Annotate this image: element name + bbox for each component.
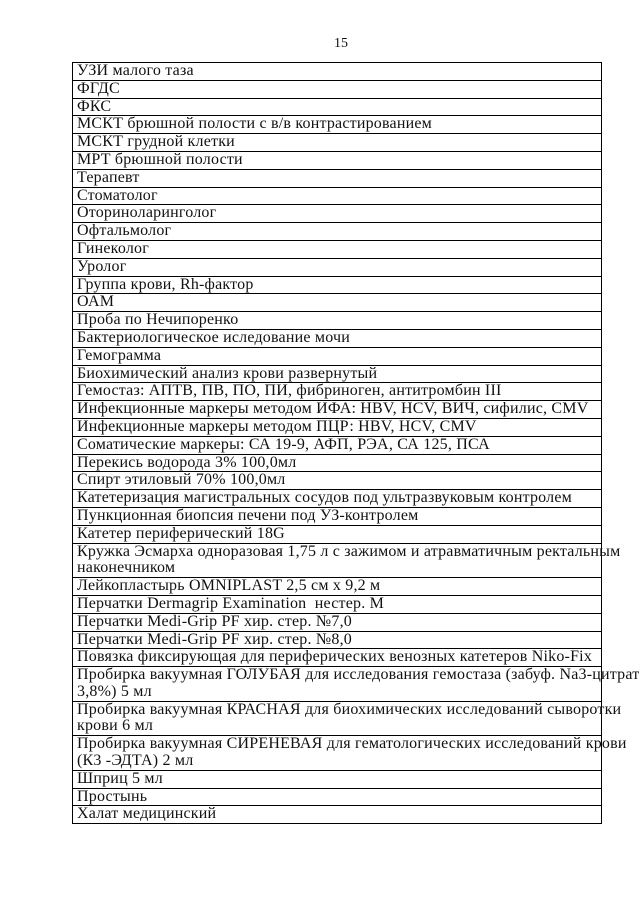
table-cell: Повязка фиксирующая для периферических венозных катетеров Niko-Fix <box>73 649 602 667</box>
table-row <box>73 401 602 419</box>
table-cell: Терапевт <box>73 169 602 187</box>
table-row <box>73 276 602 294</box>
table-row <box>73 116 602 134</box>
table-cell: ФКС <box>73 98 602 116</box>
table-cell: Пробирка вакуумная СИРЕНЕВАЯ для гематологических исследований крови (К3 -ЭДТА) 2 мл <box>73 736 602 771</box>
table-cell: Перекись водорода 3% 100,0мл <box>73 454 602 472</box>
table-row <box>73 240 602 258</box>
table-cell: Гемостаз: АПТВ, ПВ, ПО, ПИ, фибриноген, антитромбин III <box>73 383 602 401</box>
table-row <box>73 80 602 98</box>
table-row <box>73 223 602 241</box>
table-row <box>73 436 602 454</box>
table-row <box>73 649 602 667</box>
table-row <box>73 578 602 596</box>
table-cell: Кружка Эсмарха одноразовая 1,75 л с зажимом и атравматичным ректальным наконечником <box>73 543 602 578</box>
table-row <box>73 454 602 472</box>
table-row <box>73 631 602 649</box>
table-cell: Спирт этиловый 70% 100,0мл <box>73 472 602 490</box>
table-row <box>73 507 602 525</box>
table-cell: Уролог <box>73 258 602 276</box>
table-row <box>73 418 602 436</box>
table-cell: Инфекционные маркеры методом ИФА: HBV, HCV, ВИЧ, сифилис, CMV <box>73 401 602 419</box>
table-row <box>73 788 602 806</box>
table-row <box>73 169 602 187</box>
table-cell: Гинеколог <box>73 240 602 258</box>
table-cell: Перчатки Dermagrip Examination нестер. M <box>73 595 602 613</box>
table-cell: Инфекционные маркеры методом ПЦР: HBV, HCV, CMV <box>73 418 602 436</box>
table-cell: Лейкопластырь OMNIPLAST 2,5 см х 9,2 м <box>73 578 602 596</box>
table-cell: Пробирка вакуумная КРАСНАЯ для биохимических исследований сыворотки крови 6 мл <box>73 701 602 736</box>
table-cell: Пробирка вакуумная ГОЛУБАЯ для исследования гемостаза (забуф. Na3-цитрат 3,8%) 5 мл <box>73 667 602 702</box>
table-row <box>73 543 602 578</box>
table-cell: МРТ брюшной полости <box>73 151 602 169</box>
page-number: 15 <box>334 36 348 51</box>
table-cell: МСКТ грудной клетки <box>73 134 602 152</box>
table-row <box>73 312 602 330</box>
table-row <box>73 383 602 401</box>
table-row <box>73 134 602 152</box>
table-cell: Простынь <box>73 788 602 806</box>
table-row <box>73 667 602 702</box>
items-table-body <box>73 62 640 824</box>
table-row <box>73 151 602 169</box>
table-row <box>73 490 602 508</box>
table-cell: Группа крови, Rh-фактор <box>73 276 602 294</box>
table-cell: Халат медицинский <box>73 806 602 824</box>
table-cell: Катетер периферический 18G <box>73 525 602 543</box>
table-row <box>73 258 602 276</box>
table-cell: УЗИ малого таза <box>73 63 602 81</box>
table-cell: Перчатки Medi-Grip PF хир. стер. №8,0 <box>73 631 602 649</box>
table-row <box>73 347 602 365</box>
table-row <box>73 472 602 490</box>
table-cell: Стоматолог <box>73 187 602 205</box>
table-row <box>73 294 602 312</box>
table-cell: ОАМ <box>73 294 602 312</box>
table-row <box>73 701 602 736</box>
table-cell: Бактериологическое иследование мочи <box>73 329 602 347</box>
table-row <box>73 770 602 788</box>
table-cell: ФГДС <box>73 80 602 98</box>
table-row <box>73 365 602 383</box>
table-row <box>73 525 602 543</box>
table-cell: Пункционная биопсия печени под УЗ-контролем <box>73 507 602 525</box>
table-row <box>73 98 602 116</box>
table-row <box>73 63 602 81</box>
table-row <box>73 205 602 223</box>
table-cell: Соматические маркеры: СА 19-9, АФП, РЭА, СА 125, ПСА <box>73 436 602 454</box>
table-cell: Проба по Нечипоренко <box>73 312 602 330</box>
table-row <box>73 187 602 205</box>
table-cell: Офтальмолог <box>73 223 602 241</box>
table-cell: МСКТ брюшной полости с в/в контрастированием <box>73 116 602 134</box>
table-row <box>73 806 602 824</box>
table-cell: Гемограмма <box>73 347 602 365</box>
items-table <box>72 62 640 824</box>
table-row <box>73 329 602 347</box>
table-row <box>73 613 602 631</box>
table-row <box>73 595 602 613</box>
table-cell: Биохимический анализ крови развернутый <box>73 365 602 383</box>
table-cell: Катетеризация магистральных сосудов под ультразвуковым контролем <box>73 490 602 508</box>
table-cell: Перчатки Medi-Grip PF хир. стер. №7,0 <box>73 613 602 631</box>
table-row <box>73 736 602 771</box>
table-cell: Оториноларинголог <box>73 205 602 223</box>
table-cell: Шприц 5 мл <box>73 770 602 788</box>
